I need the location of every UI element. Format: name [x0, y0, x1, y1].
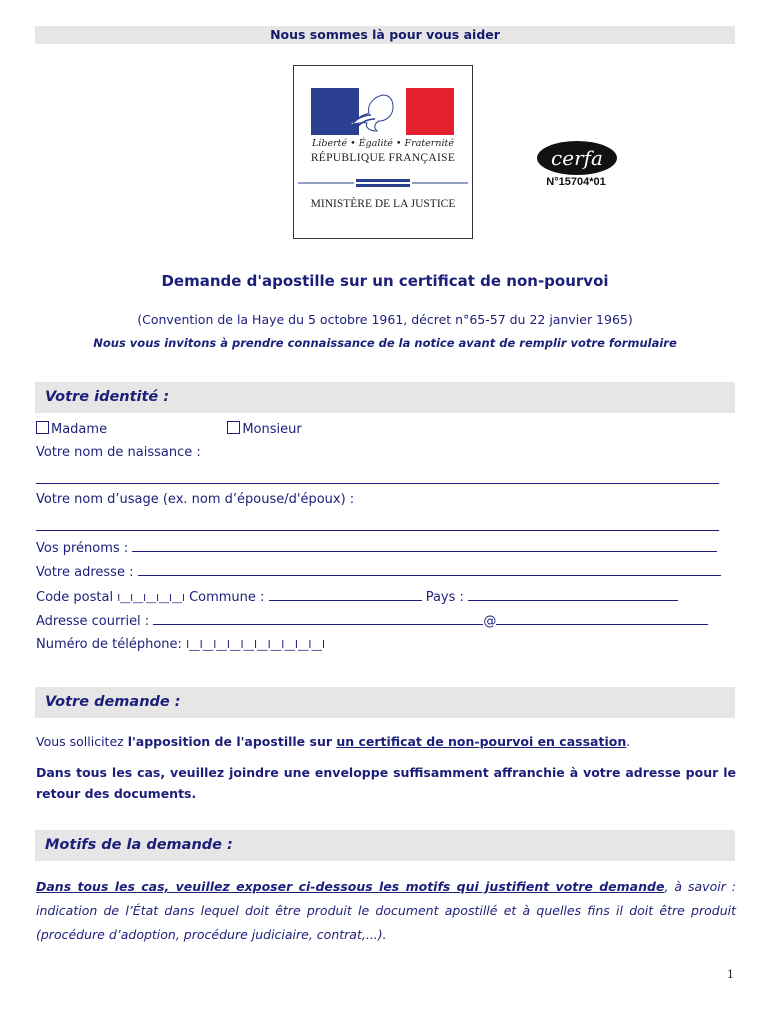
- civility-row: [36, 421, 302, 437]
- request-certificate: un certificat de non-pourvoi en cassation: [336, 734, 627, 749]
- reasons-paragraph: [36, 875, 736, 947]
- postal-code-label: Code postal: [36, 590, 114, 605]
- birth-name-field[interactable]: [36, 483, 719, 484]
- motto: Liberté • Égalité • Fraternité: [312, 138, 454, 149]
- email-local-field[interactable]: [153, 613, 483, 625]
- request-intro: Vous sollicitez: [36, 734, 128, 749]
- section-identity-heading: Votre identité :: [35, 382, 735, 413]
- cerfa-logo: [536, 140, 618, 176]
- address-label: Votre adresse :: [36, 565, 134, 580]
- commune-label: Commune :: [189, 590, 265, 605]
- country-field[interactable]: [468, 589, 678, 601]
- republic-name: RÉPUBLIQUE FRANÇAISE: [310, 152, 456, 164]
- email-row: [36, 613, 708, 629]
- madame-checkbox[interactable]: [36, 421, 49, 434]
- first-names-label: Vos prénoms :: [36, 541, 129, 556]
- address-field[interactable]: [138, 564, 721, 576]
- postal-code-field[interactable]: I__I__I__I__I__I: [117, 593, 185, 604]
- address-row: [36, 564, 721, 580]
- monsieur-label: Monsieur: [242, 422, 302, 437]
- page-title: Demande d'apostille sur un certificat de non-pourvoi: [161, 272, 609, 290]
- phone-row: [36, 637, 325, 652]
- first-names-row: [36, 540, 717, 556]
- page-subtitle: (Convention de la Haye du 5 octobre 1961, décret n°65-57 du 22 janvier 1965): [137, 312, 633, 327]
- madame-label: Madame: [51, 422, 108, 437]
- notice-invite: Nous vous invitons à prendre connaissance de la notice avant de remplir votre formulaire: [93, 336, 677, 350]
- ministry-logo: [293, 65, 473, 239]
- postal-row: [36, 589, 678, 605]
- email-label: Adresse courriel :: [36, 614, 150, 629]
- phone-label: Numéro de téléphone:: [36, 637, 182, 652]
- section-request-heading: Votre demande :: [35, 687, 735, 718]
- birth-name-label: Votre nom de naissance :: [36, 445, 201, 460]
- request-paragraph: [36, 731, 736, 752]
- email-at: @: [483, 614, 497, 629]
- envelope-notice: Dans tous les cas, veuillez joindre une enveloppe suffisamment affranchie à votre adresse pour le retour des documents.: [36, 765, 736, 801]
- ministry-name: MINISTÈRE DE LA JUSTICE: [310, 198, 456, 210]
- help-banner: Nous sommes là pour vous aider: [35, 26, 735, 44]
- reasons-instruction: Dans tous les cas, veuillez exposer ci-dessous les motifs qui justifient votre demande: [36, 879, 665, 894]
- republic-flag: [311, 88, 454, 135]
- reasons-details: , à savoir : indication de l’État dans lequel doit être produit le document apostillé et à quelles fins il doit être produit (procédure d’adoption, procédure judiciaire, contrat,...).: [36, 879, 736, 942]
- marianne-profile-icon: [343, 93, 413, 133]
- phone-field[interactable]: I__I__I__I__I__I__I__I__I__I__I: [186, 639, 326, 651]
- section-reasons-heading: Motifs de la demande :: [35, 830, 735, 861]
- request-apostille: l'apposition de l'apostille sur: [127, 734, 337, 749]
- request-period: .: [626, 734, 631, 749]
- usage-name-field[interactable]: [36, 530, 719, 531]
- cerfa-label: cerfa: [551, 146, 603, 170]
- country-label: Pays :: [425, 590, 464, 605]
- page-number: 1: [727, 968, 734, 981]
- commune-field[interactable]: [269, 589, 422, 601]
- email-domain-field[interactable]: [496, 613, 708, 625]
- monsieur-checkbox[interactable]: [227, 421, 240, 434]
- logo-separator: [294, 176, 472, 190]
- cerfa-number: N°15704*01: [546, 176, 606, 188]
- first-names-field[interactable]: [132, 540, 717, 552]
- usage-name-label: Votre nom d’usage (ex. nom d’épouse/d'époux) :: [36, 492, 355, 507]
